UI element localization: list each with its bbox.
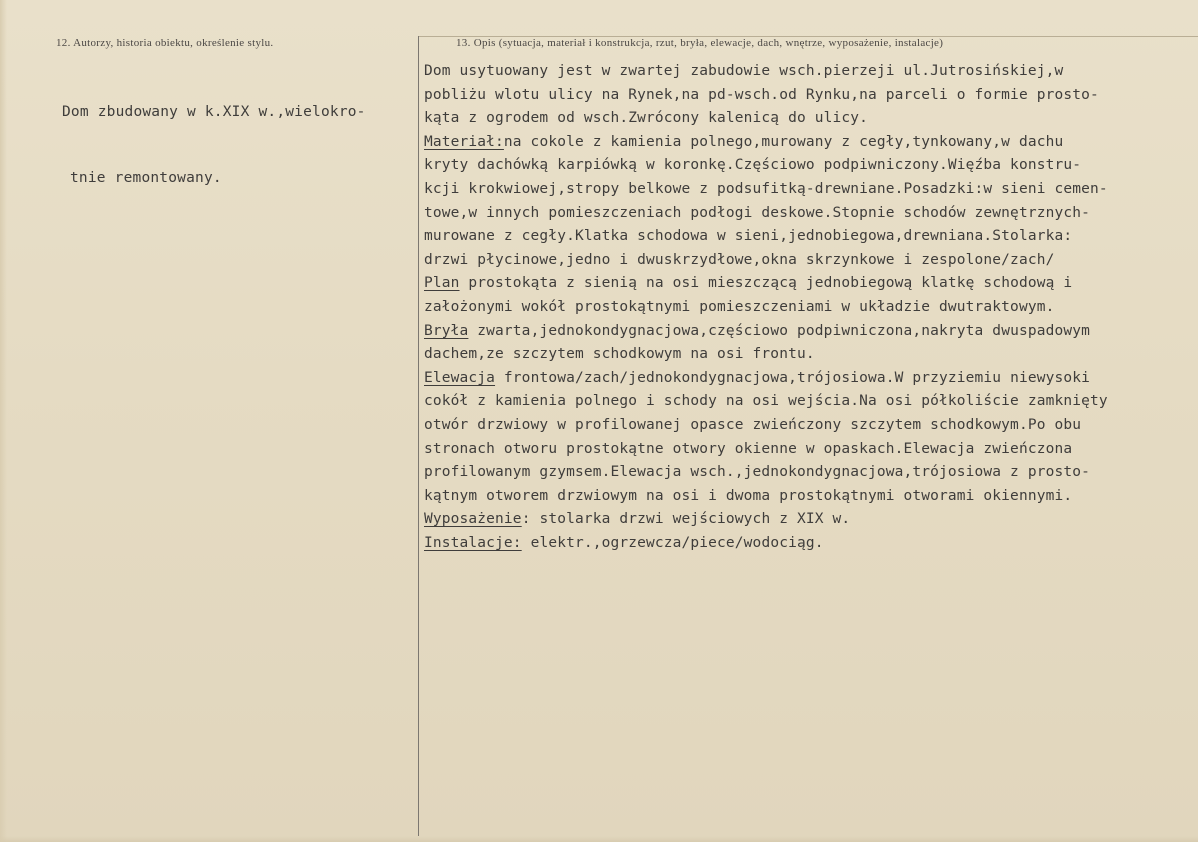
left-text-line: tnie remontowany.	[70, 169, 222, 186]
description-text: towe,w innych pomieszczeniach podłogi deskowe.Stopnie schodów zewnętrznych-	[424, 204, 1090, 221]
description-text: pobliżu wlotu ulicy na Rynek,na pd-wsch.od Rynku,na parceli o formie prosto-	[424, 86, 1099, 103]
description-line	[424, 343, 1194, 367]
description-line	[424, 249, 1194, 273]
description-line	[424, 485, 1194, 509]
description-text: frontowa/zach/jednokondygnacjowa,trójosiowa.W przyziemiu niewysoki	[495, 369, 1090, 386]
description-text: : stolarka drzwi wejściowych z XIX w.	[521, 511, 851, 528]
description-line	[424, 438, 1194, 462]
section-13-header: 13. Opis (sytuacja, materiał i konstrukcja, rzut, bryła, elewacje, dach, wnętrze, wyposażenie, instalacje)	[456, 37, 944, 49]
description-text: kąta z ogrodem od wsch.Zwrócony kalenicą do ulicy.	[424, 110, 868, 127]
description-line	[424, 414, 1194, 438]
description-text: kątnym otworem drzwiowym na osi i dwoma prostokątnymi otworami okiennymi.	[424, 487, 1073, 504]
description-line	[424, 178, 1194, 202]
description-text: drzwi płycinowe,jedno i dwuskrzydłowe,okna skrzynkowe i zespolone/zach/	[424, 251, 1055, 268]
description-line	[424, 225, 1194, 249]
description-line	[424, 367, 1194, 391]
description-line	[424, 60, 1194, 84]
description-text: Dom usytuowany jest w zwartej zabudowie wsch.pierzeji ul.Jutrosińskiej,w	[424, 63, 1064, 79]
column-divider	[418, 36, 419, 836]
description-text: profilowanym gzymsem.Elewacja wsch.,jednokondygnacjowa,trójosiowa z prosto-	[424, 464, 1090, 481]
underlined-section-label: Plan	[424, 275, 460, 292]
description-text: kcji krokwiowej,stropy belkowe z podsufitką-drewniane.Posadzki:w sieni cemen-	[424, 180, 1108, 197]
description-line	[424, 131, 1194, 155]
description-text: kryty dachówką karpiówką w koronkę.Częściowo podpiwniczony.Więźba konstru-	[424, 157, 1082, 174]
left-text-line: Dom zbudowany w k.XIX w.,wielokro-	[62, 104, 366, 120]
section-13-body	[424, 60, 1194, 555]
description-text: elektr.,ogrzewcza/piece/wodociąg.	[521, 534, 824, 551]
description-text: prostokąta z sienią na osi mieszczącą jednobiegową klatkę schodową i	[459, 275, 1073, 292]
description-text: zwarta,jednokondygnacjowa,częściowo podpiwniczona,nakryta dwuspadowym	[468, 322, 1090, 339]
section-12-header: 12. Autorzy, historia obiektu, określenie stylu.	[56, 37, 274, 49]
description-text: murowane z cegły.Klatka schodowa w sieni,jednobiegowa,drewniana.Stolarka:	[424, 228, 1073, 245]
description-text: na cokole z kamienia polnego,murowany z cegły,tynkowany,w dachu	[503, 133, 1064, 150]
description-text: stronach otworu prostokątne otwory okienne w opaskach.Elewacja zwieńczona	[424, 440, 1073, 457]
description-line	[424, 154, 1194, 178]
card-left-edge-shadow	[0, 0, 7, 842]
description-text: otwór drzwiowy w profilowanej opasce zwieńczony szczytem schodkowym.Po obu	[424, 416, 1082, 433]
description-line	[424, 107, 1194, 131]
description-line	[424, 296, 1194, 320]
underlined-section-label: Elewacja	[424, 369, 496, 386]
description-line	[424, 461, 1194, 485]
underlined-section-label: Bryła	[424, 322, 469, 339]
description-line	[424, 320, 1194, 344]
card-bottom-edge-shadow	[0, 836, 1198, 842]
description-text: cokół z kamienia polnego i schody na osi wejścia.Na osi półkoliście zamknięty	[424, 393, 1108, 410]
description-line	[424, 272, 1194, 296]
description-line	[424, 532, 1194, 556]
underlined-section-label: Wyposażenie	[424, 511, 522, 528]
description-text: założonymi wokół prostokątnymi pomieszczeniami w układzie dwutraktowym.	[424, 298, 1055, 315]
section-12-body	[62, 60, 412, 233]
description-text: dachem,ze szczytem schodkowym na osi frontu.	[424, 346, 815, 363]
underlined-section-label: Materiał:	[424, 133, 504, 150]
description-line	[424, 508, 1194, 532]
description-line	[424, 84, 1194, 108]
description-line	[424, 202, 1194, 226]
description-line	[424, 390, 1194, 414]
underlined-section-label: Instalacje:	[424, 534, 522, 551]
